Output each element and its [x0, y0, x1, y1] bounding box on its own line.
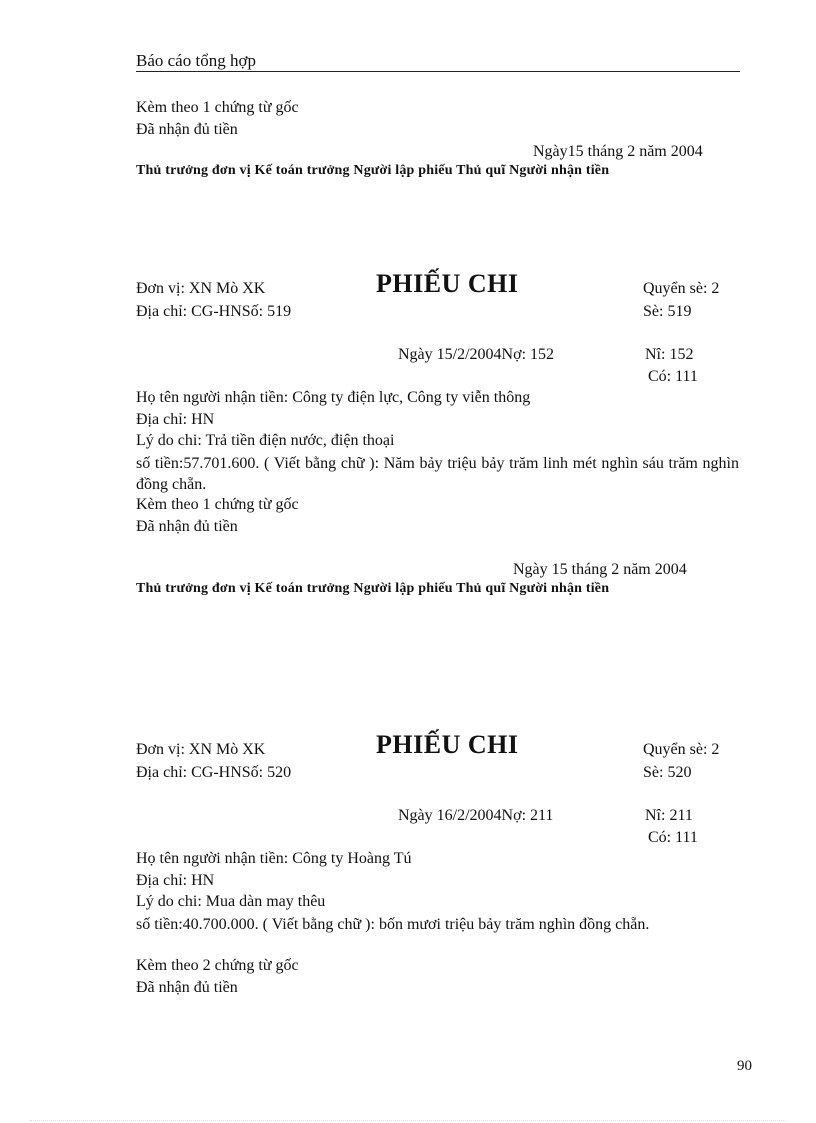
voucher2-received: Đã nhận đủ tiền [136, 979, 238, 996]
voucher2-amount: số tiền:40.700.000. ( Viết bằng chữ ): bốn mươi triệu bảy trăm nghìn đồng chẵn. [136, 916, 650, 933]
voucher1-title: PHIẾU CHI [376, 269, 519, 298]
voucher1-signature-line: Thủ trưởng đơn vị Kế toán trưởng Người lập phiếu Thủ quĩ Người nhận tiền [136, 581, 610, 596]
voucher2-book: Quyển sè: 2 [643, 741, 720, 758]
footer-divider [30, 1120, 786, 1121]
voucher2-debit-account: Nî: 211 [645, 807, 693, 824]
voucher2-unit: Đơn vị: XN Mò XK [136, 741, 266, 758]
voucher1-address: Địa chỉ: HN [136, 411, 215, 428]
header-divider [136, 71, 740, 72]
voucher1-received: Đã nhận đủ tiền [136, 518, 238, 535]
voucher2-title: PHIẾU CHI [376, 730, 519, 759]
voucher1-date: Ngày 15 tháng 2 năm 2004 [513, 561, 687, 578]
page-number: 90 [737, 1058, 752, 1074]
voucher1-address-line: Địa chỉ: CG-HNSố: 519 [136, 303, 292, 320]
voucher2-number: Sè: 520 [643, 764, 692, 781]
voucher2-date-debit: Ngày 16/2/2004Nợ: 211 [398, 807, 554, 824]
top-received-line: Đã nhận đủ tiền [136, 121, 238, 138]
voucher2-recipient: Họ tên người nhận tiền: Công ty Hoàng Tú [136, 850, 412, 867]
top-signature-line: Thủ trưởng đơn vị Kế toán trưởng Người lập phiếu Thủ quĩ Người nhận tiền [136, 163, 610, 178]
voucher1-recipient: Họ tên người nhận tiền: Công ty điện lực, Công ty viễn thông [136, 389, 531, 406]
voucher1-date-debit: Ngày 15/2/2004Nợ: 152 [398, 346, 555, 363]
voucher1-unit: Đơn vị: XN Mò XK [136, 280, 266, 297]
voucher1-number: Sè: 519 [643, 303, 692, 320]
voucher2-address: Địa chỉ: HN [136, 872, 215, 889]
voucher1-book: Quyển sè: 2 [643, 280, 720, 297]
voucher1-reason: Lý do chi: Trả tiền điện nước, điện thoại [136, 432, 395, 449]
top-date-line: Ngày15 tháng 2 năm 2004 [533, 143, 703, 160]
voucher2-address-line: Địa chỉ: CG-HNSố: 520 [136, 764, 292, 781]
voucher1-attach: Kèm theo 1 chứng từ gốc [136, 496, 299, 513]
voucher1-amount: số tiền:57.701.600. ( Viết bằng chữ ): Năm bảy triệu bảy trăm linh mét nghìn sáu trăm nghìn đồng chẵn. [136, 455, 739, 493]
top-attach-line: Kèm theo 1 chứng từ gốc [136, 99, 299, 116]
voucher2-reason: Lý do chi: Mua dàn may thêu [136, 893, 326, 910]
voucher1-credit-account: Có: 111 [648, 368, 698, 385]
voucher2-credit-account: Có: 111 [648, 829, 698, 846]
voucher1-debit-account: Nî: 152 [645, 346, 694, 363]
report-header-title: Báo cáo tổng hợp [136, 51, 256, 70]
voucher2-attach: Kèm theo 2 chứng từ gốc [136, 957, 299, 974]
